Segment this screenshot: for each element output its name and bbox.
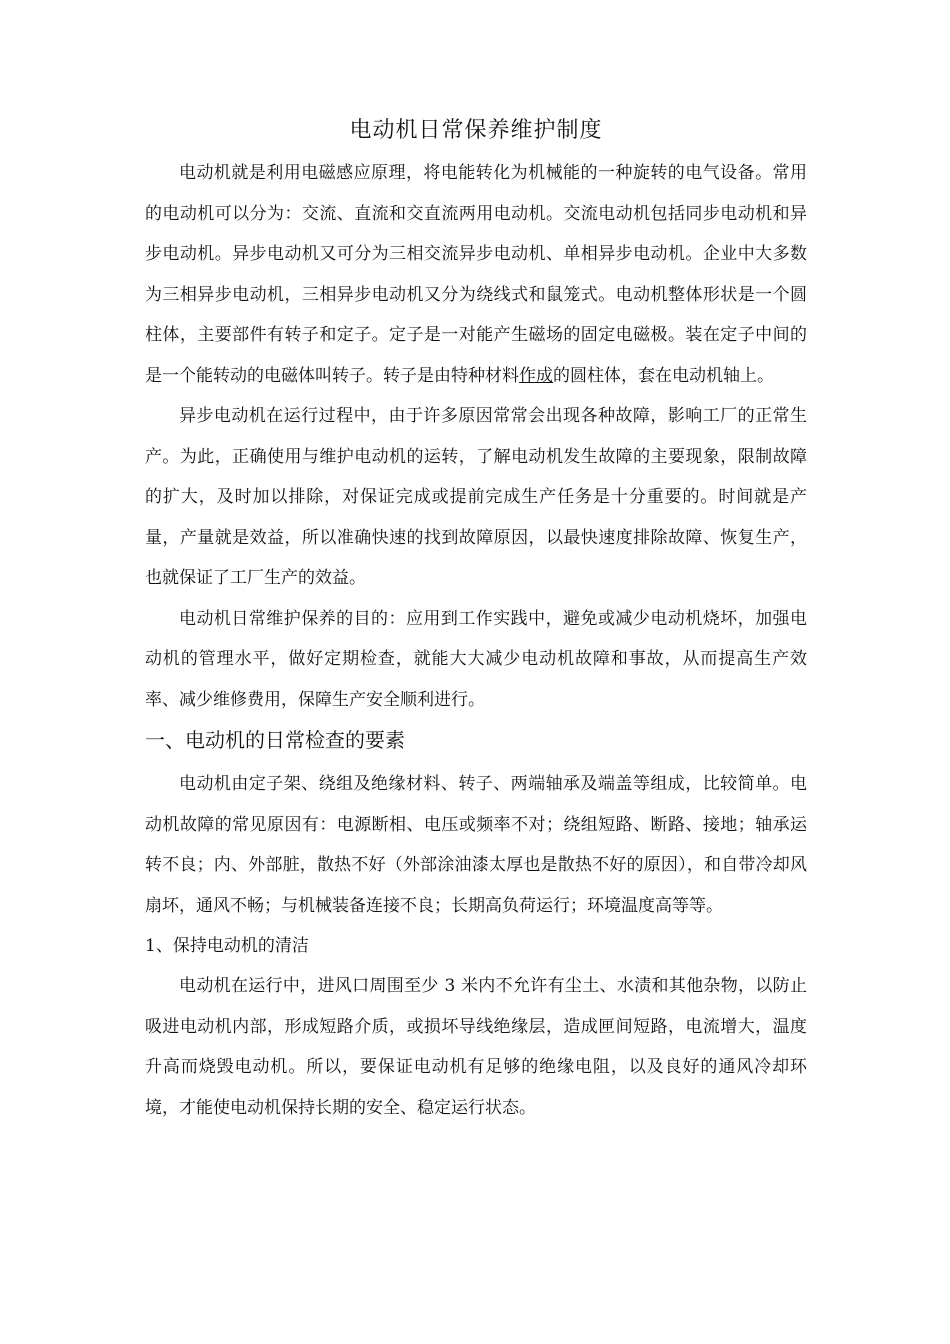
- subsection-1-paragraph: 电动机在运行中，进风口周围至少 3 米内不允许有尘土、水渍和其他杂物，以防止吸进电动机内部，形成短路介质，或损坏导线绝缘层，造成匣间短路，电流增大，温度升高而烧毁电动机。所以，要保证电动机有足够的绝缘电阻，以及良好的通风冷却环境，才能使电动机保持长期的安全、稳定运行状态。: [145, 976, 807, 1118]
- intro-paragraph-1-text-a: 电动机就是利用电磁感应原理，将电能转化为机械能的一种旋转的电气设备。常用的电动机可以分为：交流、直流和交直流两用电动机。交流电动机包括同步电动机和异步电动机。异步电动机又可分为三相交流异步电动机、单相异步电动机。企业中大多数为三相异步电动机，三相异步电动机又分为绕线式和鼠笼式。电动机整体形状是一个圆柱体，主要部件有转子和定子。定子是一对能产生磁场的固定电磁极。装在定子中间的是一个能转动的电磁体叫转子。转子是由特种材料: [145, 163, 807, 386]
- intro-paragraph-3: 电动机日常维护保养的目的：应用到工作实践中，避免或减少电动机烧坏，加强电动机的管理水平，做好定期检查，就能大大减少电动机故障和事故，从而提高生产效率、减少维修费用，保障生产安全顺利进行。: [145, 608, 807, 710]
- document-title: 电动机日常保养维护制度: [349, 118, 603, 143]
- subsection-1-heading: 1、保持电动机的清洁: [145, 936, 309, 956]
- intro-paragraph-1: [145, 153, 807, 396]
- underlined-word: 作成: [519, 365, 553, 386]
- intro-paragraph-2: 异步电动机在运行过程中，由于许多原因常常会出现各种故障，影响工厂的正常生产。为此，正确使用与维护电动机的运转，了解电动机发生故障的主要现象，限制故障的扩大，及时加以排除，对保证完成或提前完成生产任务是十分重要的。时间就是产量，产量就是效益，所以准确快速的找到故障原因，以最快速度排除故障、恢复生产，也就保证了工厂生产的效益。: [145, 406, 807, 588]
- section-1-heading: 一、电动机的日常检查的要素: [145, 728, 405, 752]
- intro-paragraph-1-text-b: 的圆柱体，套在电动机轴上。: [553, 365, 774, 386]
- document-body: [145, 113, 807, 1128]
- section-1-paragraph: 电动机由定子架、绕组及绝缘材料、转子、两端轴承及端盖等组成，比较简单。电动机故障的常见原因有：电源断相、电压或频率不对；绕组短路、断路、接地；轴承运转不良；内、外部脏，散热不好（外部涂油漆太厚也是散热不好的原因），和自带冷却风扇坏，通风不畅；与机械装备连接不良；长期高负荷运行；环境温度高等等。: [145, 774, 807, 916]
